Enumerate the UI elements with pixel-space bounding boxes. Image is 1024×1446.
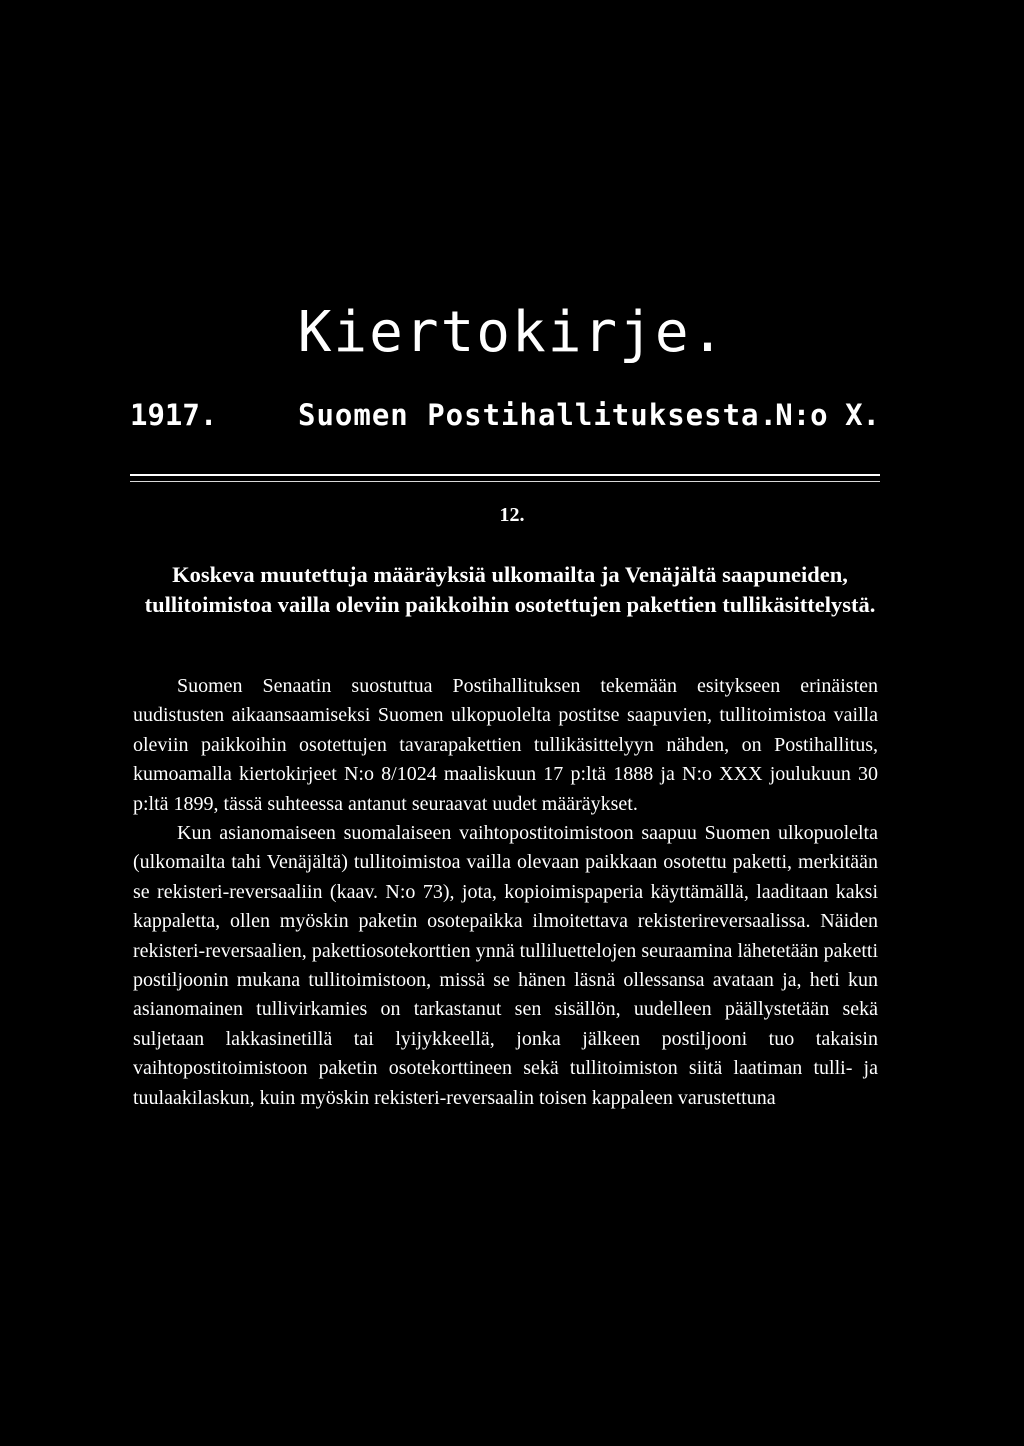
document-title: Kiertokirje. [297, 300, 727, 365]
document-meta-row [130, 398, 880, 442]
document-year: 1917. [130, 398, 218, 432]
body-paragraph: Kun asianomaiseen suomalaiseen vaihtopostitoimistoon saapuu Suomen ulkopuolelta (ulkomailta tahi Venäjältä) tullitoimistoa vailla olevaan paikkaan osotettu paketti, merkitään se rekisteri-reversaaliin (kaav. N:o 73), jota, kopioimispaperia käyttämällä, laaditaan kaksi kappaletta, ollen myöskin paketin osotepaikka ilmoitettava rekisterireversaalissa. Näiden rekisteri-reversaalien, pakettiosotekorttien ynnä tulliluettelojen seuraamina lähetetään paketti postiljoonin mukana tullitoimistoon, missä se hänen läsnä ollessansa avataan ja, heti kun asianomainen tullivirkamies on tarkastanut sen sisällön, uudelleen päällystetään sekä suljetaan lakkasinetillä tai lyijykkeellä, jonka jälkeen postiljooni tuo takaisin vaihtopostitoimistoon paketin osotekorttineen sekä tullitoimiston siitä laatiman tulli- ja tuulaakilaskun, kuin myöskin rekisteri-reversaalin toisen kappaleen varustettuna [133, 822, 878, 1109]
document-publisher: Suomen Postihallituksesta. [298, 398, 778, 432]
section-heading: Koskeva muutettuja määräyksiä ulkomailta ja Venäjältä saapuneiden, tullitoimistoa vailla oleviin paikkoihin osotettujen pakettien tullikäsittelystä. [144, 562, 876, 617]
header-divider-secondary [130, 481, 880, 482]
section-number: 12. [499, 504, 525, 526]
body-paragraph: Suomen Senaatin suostuttua Postihallituksen tekemään esitykseen erinäisten uudistusten aikaansaamiseksi Suomen ulkopuolelta postitse saapuvien, tullitoimistoa vailla oleviin paikkoihin osotettujen tavarapakettien tullikäsittelyyn nähden, on Postihallitus, kumoamalla kiertokirjeet N:o 8/1024 maaliskuun 17 p:ltä 1888 ja N:o XXX joulukuun 30 p:ltä 1899, tässä suhteessa antanut seuraavat uudet määräykset. [133, 675, 878, 815]
header-divider [130, 474, 880, 476]
document-number: N:o X. [775, 398, 880, 432]
document-body [133, 672, 878, 1113]
